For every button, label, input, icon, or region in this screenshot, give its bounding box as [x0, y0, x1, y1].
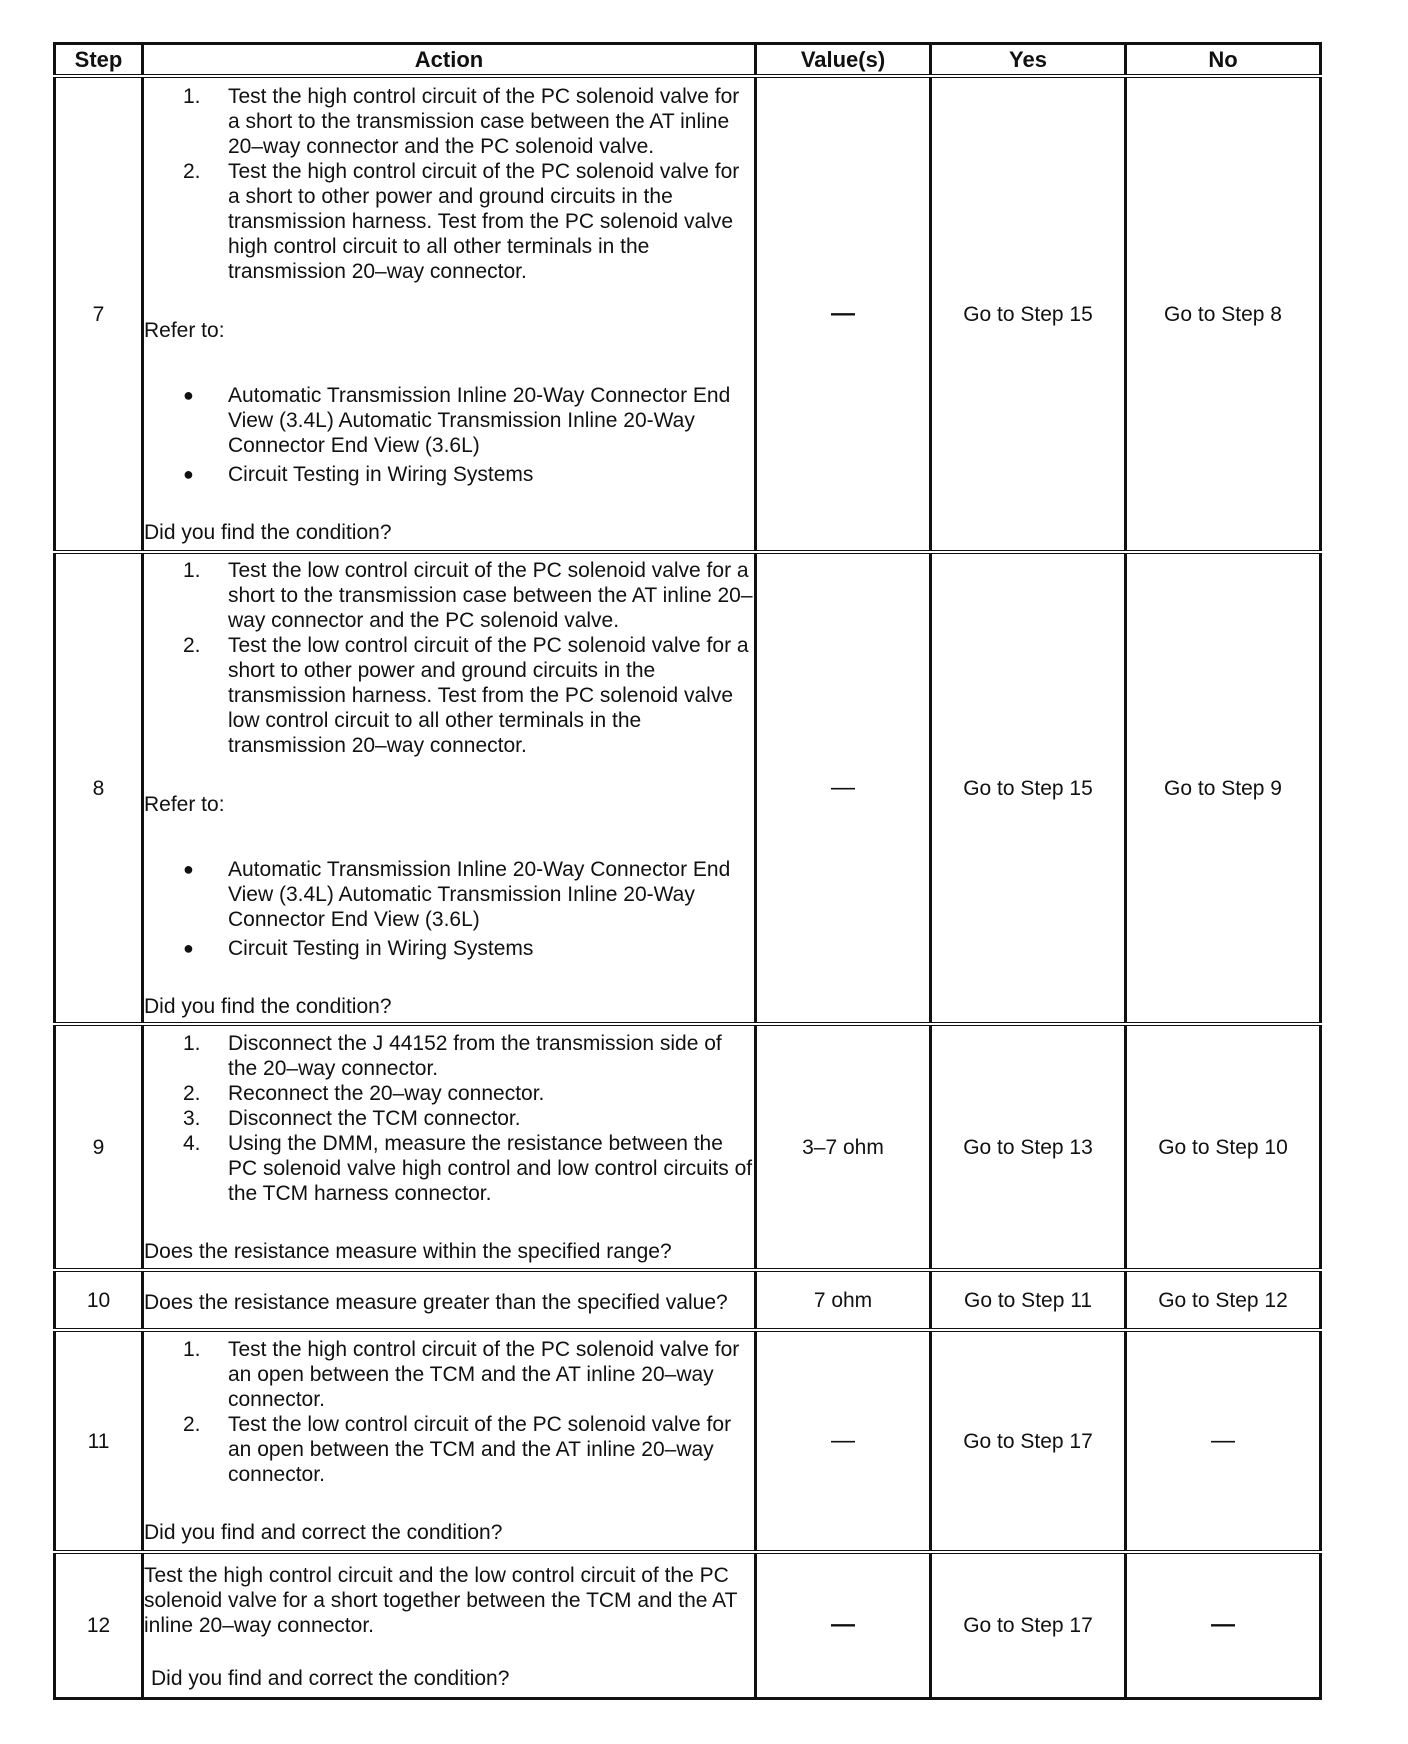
bullet-icon: ● [183, 463, 194, 484]
step-number: 7 [55, 76, 143, 552]
instruction-item: 1. Test the high control circuit of the PC solenoid valve for a short to the transmission case between the AT inline 20–way connector and the PC solenoid valve. [183, 84, 740, 158]
yes-cell: Go to Step 13 [931, 1024, 1126, 1270]
reference-item: ● Circuit Testing in Wiring Systems [183, 936, 534, 960]
value-dash: — [831, 773, 855, 801]
diagnostic-table-container [53, 42, 1319, 1700]
action-cell [143, 1552, 756, 1698]
value-cell [756, 1552, 931, 1698]
instruction-item: 2. Test the low control circuit of the PC solenoid valve for an open between the TCM and the AT inline 20–way connector. [183, 1413, 732, 1486]
header-values: Value(s) [756, 44, 931, 77]
action-cell [143, 1330, 756, 1552]
yes-cell: Go to Step 17 [931, 1330, 1126, 1552]
value-dash: — [831, 1610, 855, 1638]
header-action: Action [143, 44, 756, 77]
reference-list [144, 857, 754, 961]
question-text: Does the resistance measure greater than the specified value? [144, 1290, 728, 1314]
reference-item: ● Circuit Testing in Wiring Systems [183, 462, 534, 486]
instruction-item: 3. Disconnect the TCM connector. [183, 1106, 521, 1130]
step-number: 9 [55, 1024, 143, 1270]
action-text: Test the high control circuit and the low control circuit of the PC solenoid valve for a short together between the TCM and the AT inline 20–way connector. [144, 1564, 738, 1638]
table-row-step-7 [55, 76, 1321, 552]
yes-cell: Go to Step 11 [931, 1270, 1126, 1330]
header-yes: Yes [931, 44, 1126, 77]
action-cell [143, 1270, 756, 1330]
no-dash: — [1211, 1610, 1235, 1638]
table-row-step-10 [55, 1270, 1321, 1330]
reference-item: ● Automatic Transmission Inline 20-Way Connector End View (3.4L) Automatic Transmission Inline 20-Way Connector End View (3.6L) [183, 857, 731, 931]
value-dash: — [831, 299, 855, 327]
value-cell: 3–7 ohm [756, 1024, 931, 1270]
value-cell [756, 552, 931, 1024]
reference-item: ● Automatic Transmission Inline 20-Way Connector End View (3.4L) Automatic Transmission Inline 20-Way Connector End View (3.6L) [183, 383, 731, 457]
step-number: 10 [55, 1270, 143, 1330]
header-step: Step [55, 44, 143, 77]
instruction-list [144, 84, 754, 284]
table-row-step-11 [55, 1330, 1321, 1552]
action-cell [143, 1024, 756, 1270]
action-cell [143, 76, 756, 552]
reference-list [144, 383, 754, 487]
step-number: 12 [55, 1552, 143, 1698]
bullet-icon: ● [183, 937, 194, 958]
instruction-item: 1. Disconnect the J 44152 from the transmission side of the 20–way connector. [183, 1031, 722, 1080]
instruction-list [144, 558, 754, 758]
no-cell: Go to Step 9 [1126, 552, 1321, 1024]
bullet-icon: ● [183, 858, 194, 879]
instruction-item: 1. Test the low control circuit of the PC solenoid valve for a short to the transmission case between the AT inline 20–way connector and the PC solenoid valve. [183, 558, 753, 632]
instruction-item: 4. Using the DMM, measure the resistance between the PC solenoid valve high control and low control circuits of the TCM harness connector. [183, 1131, 753, 1205]
yes-cell: Go to Step 15 [931, 76, 1126, 552]
step-number: 11 [55, 1330, 143, 1552]
instruction-item: 1. Test the high control circuit of the PC solenoid valve for an open between the TCM and the AT inline 20–way connector. [183, 1338, 740, 1411]
instruction-list [144, 1337, 754, 1487]
action-cell [143, 552, 756, 1024]
diagnostic-table [53, 42, 1322, 1700]
yes-cell: Go to Step 15 [931, 552, 1126, 1024]
value-cell [756, 76, 931, 552]
refer-to-label: Refer to: [144, 318, 225, 342]
value-cell: 7 ohm [756, 1270, 931, 1330]
question-text: Did you find and correct the condition? [151, 1667, 510, 1691]
no-cell [1126, 1330, 1321, 1552]
no-dash: — [1211, 1426, 1235, 1454]
step-number: 8 [55, 552, 143, 1024]
header-row [55, 44, 1321, 77]
instruction-list [144, 1031, 754, 1206]
question-text: Did you find the condition? [144, 994, 392, 1018]
table-row-step-8 [55, 552, 1321, 1024]
refer-to-label: Refer to: [144, 792, 225, 816]
value-dash: — [831, 1426, 855, 1454]
instruction-item: 2. Test the low control circuit of the PC solenoid valve for a short to other power and ground circuits in the transmission harness. Test from the PC solenoid valve low control circuit to all other terminals in the transmission 20–way connector. [183, 633, 749, 757]
table-row-step-9 [55, 1024, 1321, 1270]
question-text: Did you find and correct the condition? [144, 1521, 503, 1544]
yes-cell: Go to Step 17 [931, 1552, 1126, 1698]
question-text: Does the resistance measure within the specified range? [144, 1239, 672, 1263]
no-cell: Go to Step 10 [1126, 1024, 1321, 1270]
header-no: No [1126, 44, 1321, 77]
value-cell [756, 1330, 931, 1552]
no-cell: Go to Step 12 [1126, 1270, 1321, 1330]
bullet-icon: ● [183, 384, 194, 405]
no-cell [1126, 1552, 1321, 1698]
no-cell: Go to Step 8 [1126, 76, 1321, 552]
instruction-item: 2. Reconnect the 20–way connector. [183, 1081, 545, 1105]
table-row-step-12 [55, 1552, 1321, 1698]
instruction-item: 2. Test the high control circuit of the PC solenoid valve for a short to other power and ground circuits in the transmission harness. Test from the PC solenoid valve high control circuit to all other terminals in the transmission 20–way connector. [183, 159, 740, 283]
question-text: Did you find the condition? [144, 520, 392, 544]
